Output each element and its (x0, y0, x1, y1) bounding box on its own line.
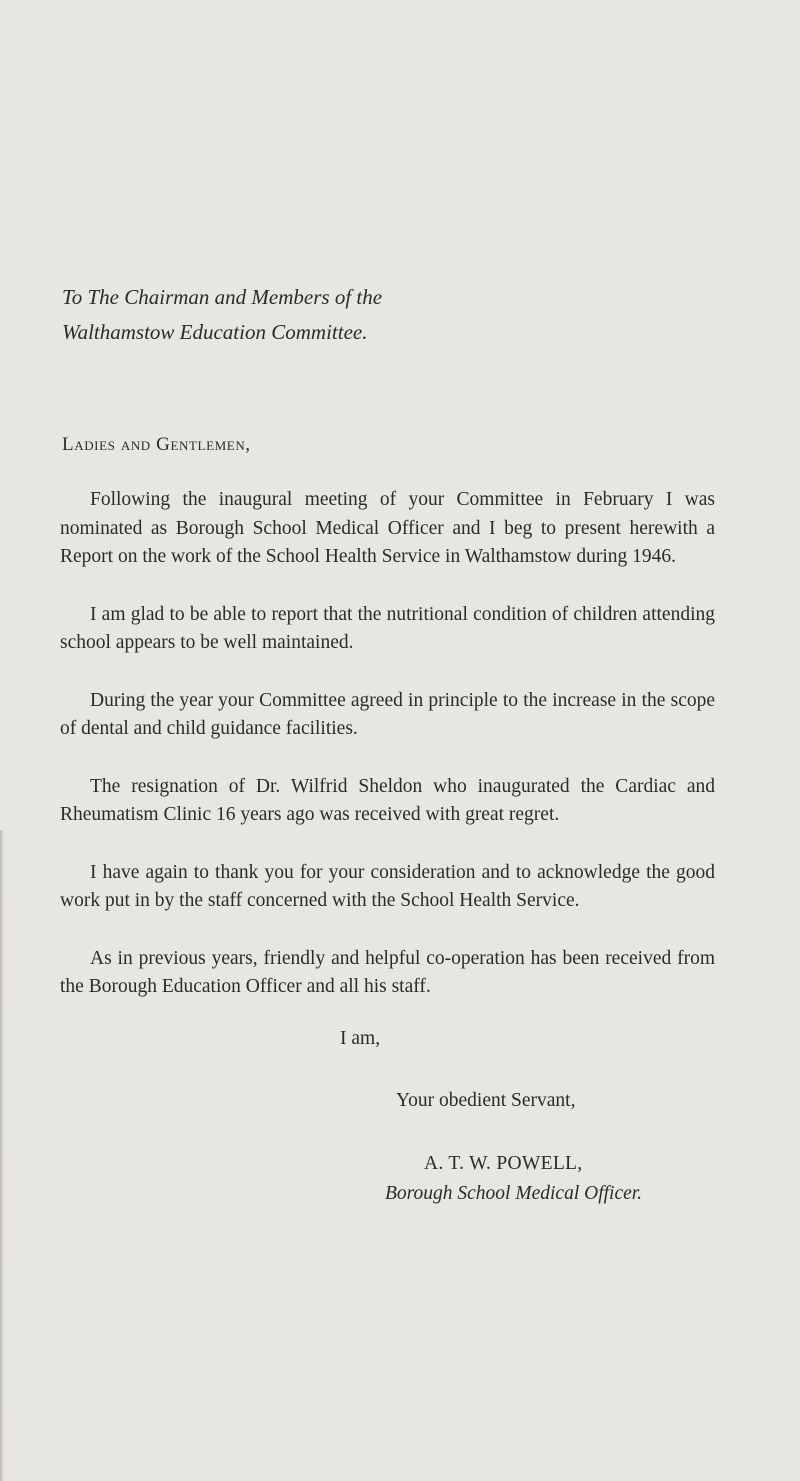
addressee-line-1: To The Chairman and Members of the (62, 285, 383, 309)
salutation: Ladies and Gentlemen, (62, 434, 251, 455)
paragraph-cooperation: As in previous years, friendly and helpful co-operation has been received from the Borough Education Officer and all his staff. (60, 947, 715, 997)
signature-title: Borough School Medical Officer. (385, 1183, 643, 1204)
paragraph-resignation: The resignation of Dr. Wilfrid Sheldon who inaugurated the Cardiac and Rheumatism Clinic 16 years ago was received with great regret. (60, 775, 715, 825)
closing-servant: Your obedient Servant, (396, 1090, 576, 1111)
page-edge-shadow (0, 830, 4, 1481)
addressee-line-2: Walthamstow Education Committee. (62, 320, 368, 344)
addressee-block (62, 280, 542, 350)
signature-name: A. T. W. POWELL, (424, 1153, 583, 1174)
letter-body (60, 486, 715, 1031)
closing-i-am: I am, (340, 1028, 381, 1049)
paragraph-appointment: Following the inaugural meeting of your Committee in February I was nominated as Borough School Medical Officer and I beg to present herewith a Report on the work of the School Health Service in Walthamstow during 1946. (60, 489, 715, 567)
paragraph-nutrition: I am glad to be able to report that the nutritional condition of children attending school appears to be well maintained. (60, 603, 715, 653)
paragraph-dental: During the year your Committee agreed in principle to the increase in the scope of dental and child guidance facilities. (60, 689, 715, 739)
paragraph-thanks: I have again to thank you for your consideration and to acknowledge the good work put in by the staff concerned with the School Health Service. (60, 861, 715, 911)
